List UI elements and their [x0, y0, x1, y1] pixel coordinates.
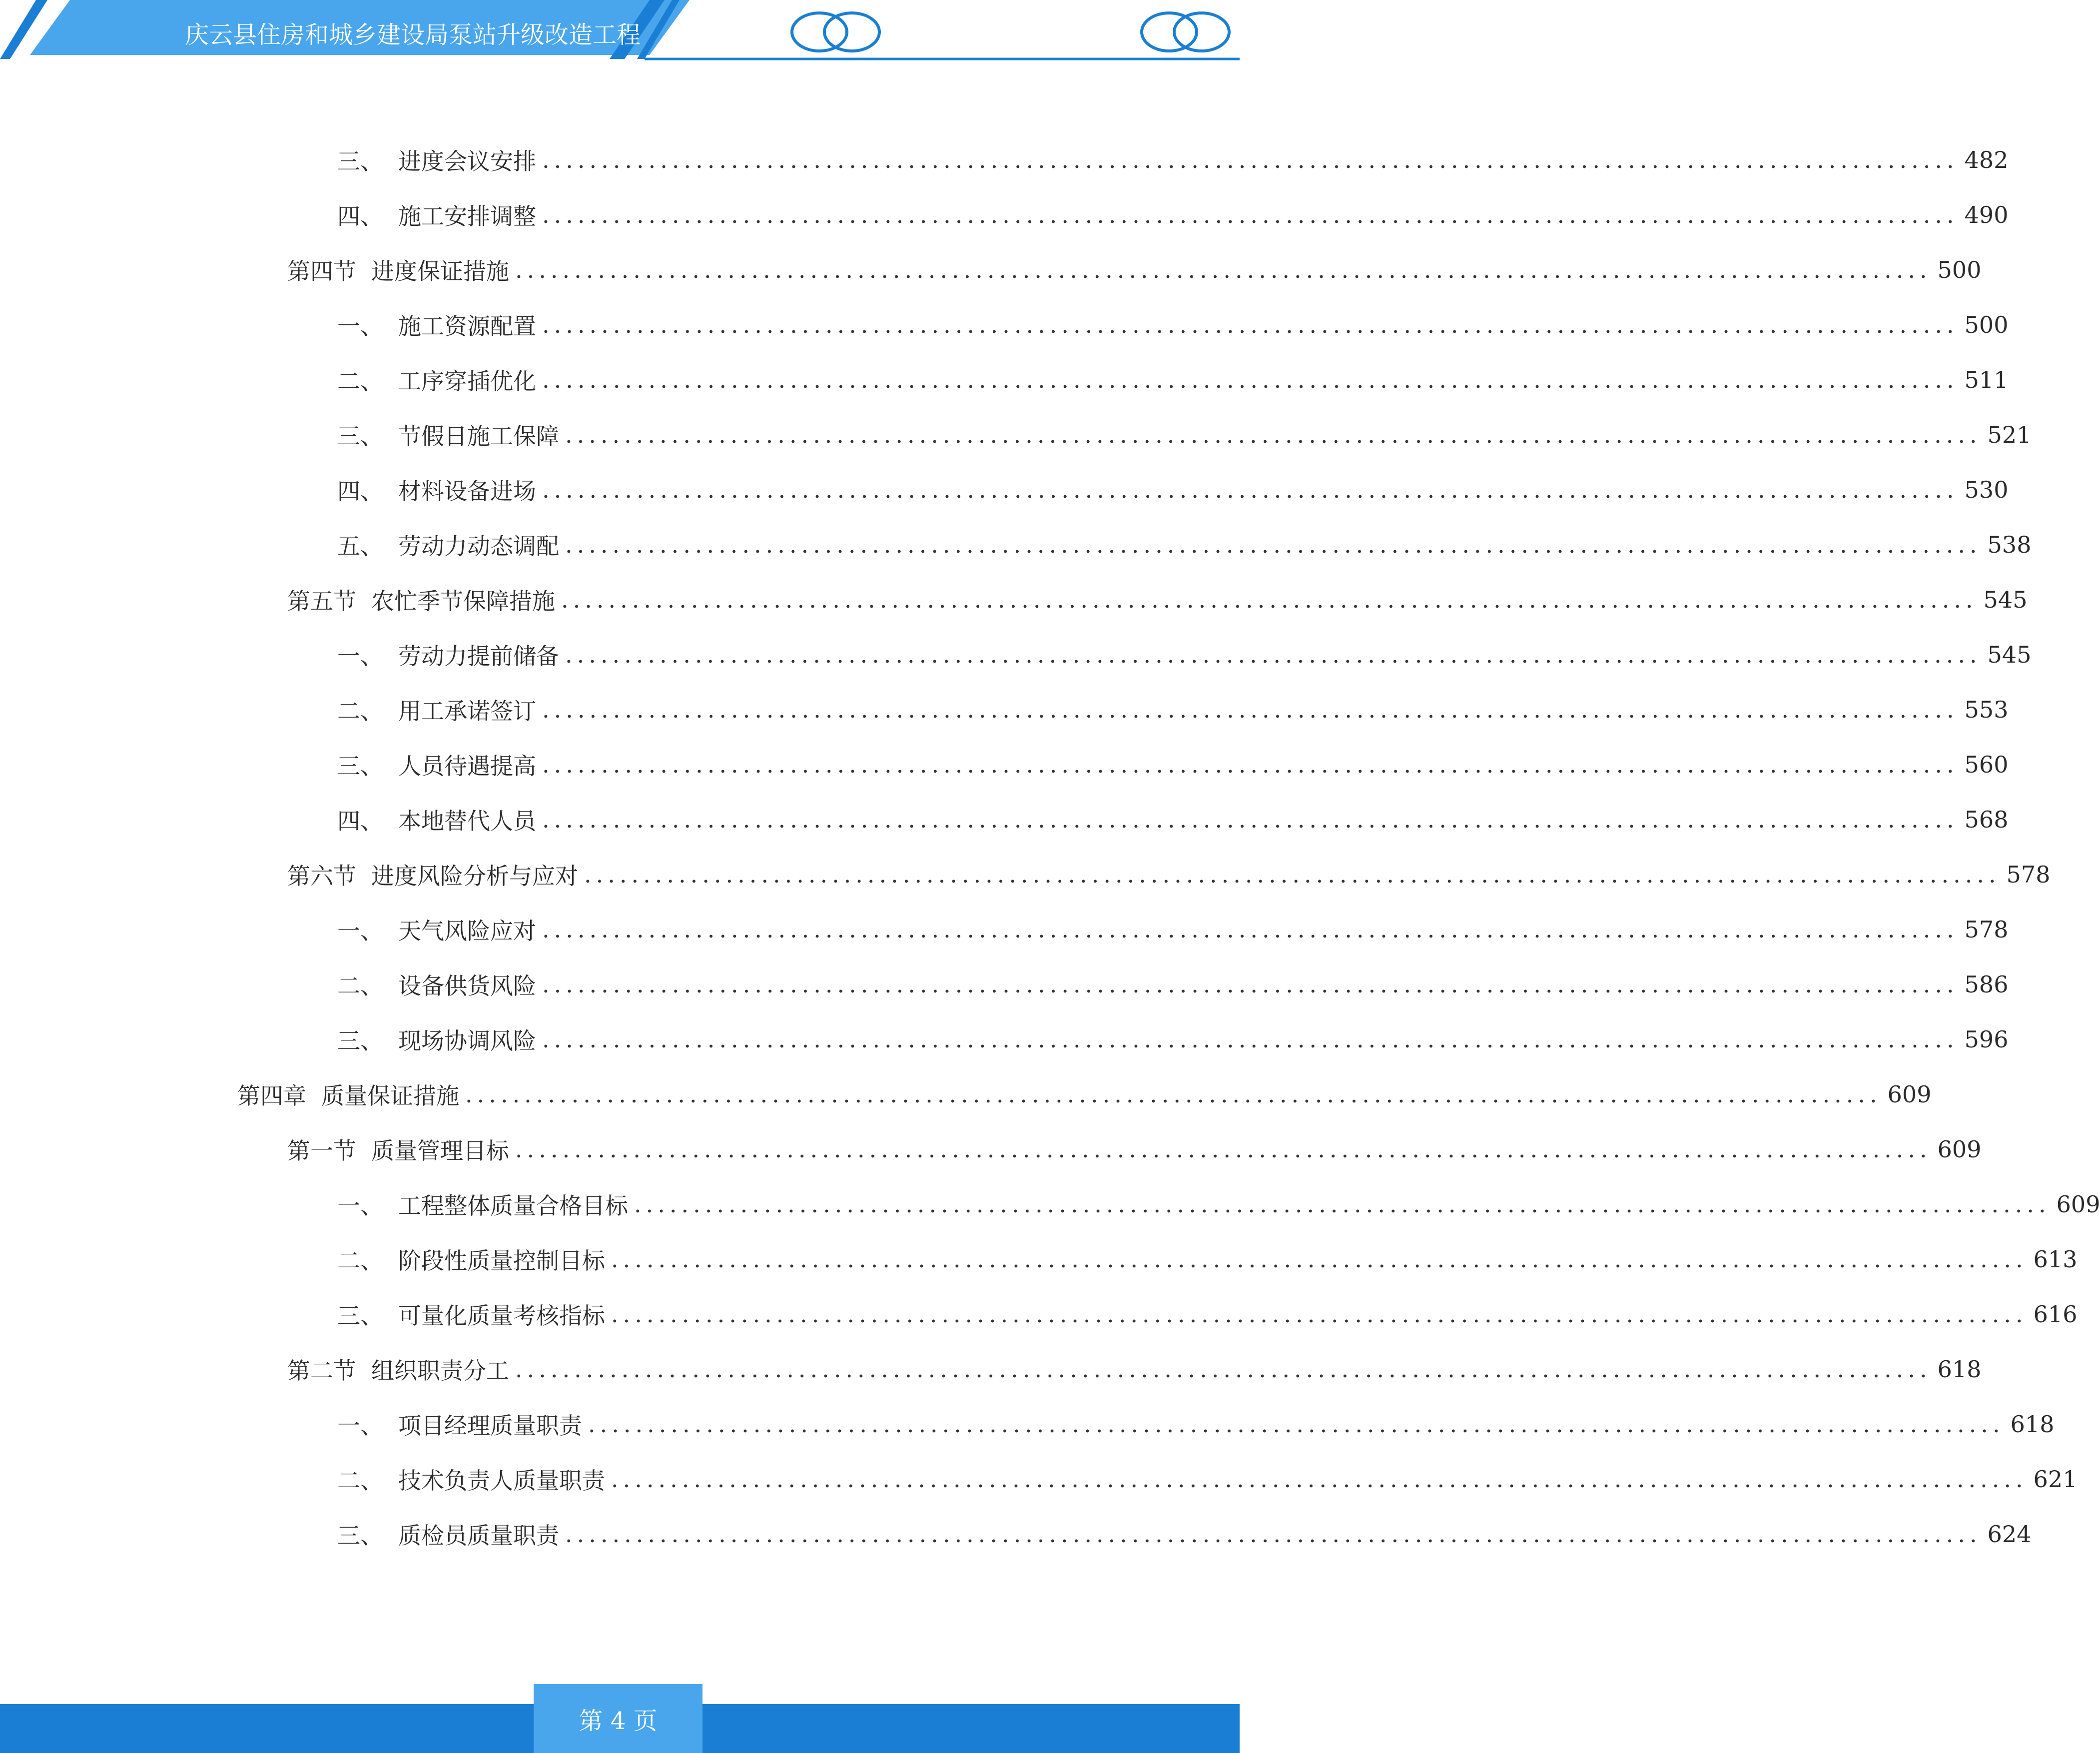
toc-dot-leader: ........................................................................................................................	[542, 311, 1959, 338]
toc-dot-leader: ........................................................................................................................	[542, 696, 1959, 723]
toc-entry-page: 538	[1987, 531, 2032, 558]
toc-dot-leader: ........................................................................................................................	[515, 1136, 1932, 1163]
toc-entry-number: 二、	[337, 972, 383, 999]
toc-entry-number: 三、	[337, 1027, 383, 1054]
toc-entry-number: 一、	[337, 313, 383, 340]
toc-entry[interactable]	[337, 964, 2009, 1004]
toc-entry-title: 用工承诺签订	[398, 698, 536, 725]
toc-entry-page: 553	[1964, 696, 2009, 723]
toc-entry[interactable]	[337, 195, 2009, 235]
toc-entry-title: 质检员质量职责	[398, 1522, 559, 1549]
toc-entry-title: 材料设备进场	[398, 478, 536, 505]
toc-dot-leader: ........................................................................................................................	[542, 476, 1959, 503]
toc-dot-leader: ........................................................................................................................	[565, 641, 1982, 668]
toc-entry-page: 482	[1964, 146, 2009, 173]
toc-entry-page: 511	[1964, 366, 2009, 393]
toc-entry-title: 进度保证措施	[371, 258, 509, 285]
toc-dot-leader: ........................................................................................................................	[542, 1026, 1959, 1053]
toc-entry-title: 施工资源配置	[398, 313, 536, 340]
toc-entry-number: 一、	[337, 1412, 383, 1439]
toc-entry-title: 质量保证措施	[321, 1082, 459, 1109]
page-number: 第 4 页	[534, 1684, 702, 1753]
toc-entry-page: 596	[1964, 1026, 2009, 1053]
toc-entry-page: 609	[1887, 1081, 1932, 1108]
toc-entry-number: 二、	[337, 698, 383, 725]
toc-entry[interactable]	[337, 1294, 2078, 1334]
toc-dot-leader: ........................................................................................................................	[634, 1191, 2051, 1218]
toc-entry[interactable]	[337, 909, 2009, 949]
toc-entry-number: 三、	[337, 423, 383, 450]
toc-dot-leader: ........................................................................................................................	[611, 1246, 2028, 1273]
toc-entry-page: 613	[2033, 1246, 2078, 1273]
toc-entry-number: 一、	[337, 643, 383, 670]
toc-entry-page: 560	[1964, 751, 2009, 778]
toc-entry[interactable]	[287, 855, 2051, 894]
rings-logo-left-icon	[792, 13, 879, 51]
toc-entry[interactable]	[337, 1459, 2078, 1499]
toc-dot-leader: ........................................................................................................................	[515, 1356, 1932, 1383]
rings-logo-right-icon	[1142, 13, 1229, 51]
toc-entry-number: 四、	[337, 203, 383, 230]
toc-entry[interactable]	[337, 360, 2009, 400]
toc-dot-leader: ........................................................................................................................	[561, 586, 1978, 613]
toc-entry-number: 第四节	[287, 258, 356, 285]
toc-entry-title: 技术负责人质量职责	[398, 1467, 605, 1494]
toc-dot-leader: ........................................................................................................................	[542, 366, 1959, 393]
toc-entry-number: 三、	[337, 753, 383, 780]
toc-entry[interactable]	[337, 305, 2009, 345]
toc-entry[interactable]	[337, 1019, 2009, 1059]
toc-entry-title: 设备供货风险	[398, 972, 536, 999]
toc-dot-leader: ........................................................................................................................	[611, 1301, 2028, 1328]
toc-entry-number: 三、	[337, 148, 383, 175]
toc-dot-leader: ........................................................................................................................	[465, 1081, 1882, 1108]
toc-entry-page: 568	[1964, 806, 2009, 833]
toc-dot-leader: ........................................................................................................................	[584, 861, 2001, 888]
toc-entry-page: 586	[1964, 971, 2009, 998]
toc-entry-title: 组织职责分工	[371, 1357, 509, 1384]
toc-entry-number: 第四章	[237, 1082, 306, 1109]
page-header	[0, 0, 1240, 70]
toc-entry[interactable]	[337, 525, 2032, 565]
toc-dot-leader: ........................................................................................................................	[542, 916, 1959, 943]
toc-entry-title: 工程整体质量合格目标	[398, 1192, 628, 1219]
toc-entry-number: 四、	[337, 478, 383, 505]
toc-entry-title: 劳动力提前储备	[398, 643, 559, 670]
toc-entry-page: 500	[1937, 256, 1982, 283]
toc-entry[interactable]	[337, 1404, 2055, 1444]
toc-entry[interactable]	[287, 1349, 1982, 1389]
toc-entry-title: 天气风险应对	[398, 917, 536, 944]
toc-entry-page: 578	[1964, 916, 2009, 943]
toc-entry[interactable]	[337, 690, 2009, 730]
toc-entry-number: 五、	[337, 533, 383, 560]
toc-entry[interactable]	[337, 635, 2032, 675]
toc-entry-title: 施工安排调整	[398, 203, 536, 230]
toc-dot-leader: ........................................................................................................................	[565, 531, 1982, 558]
toc-entry-title: 节假日施工保障	[398, 423, 559, 450]
toc-entry-number: 二、	[337, 1467, 383, 1494]
toc-entry-page: 609	[1937, 1136, 1982, 1163]
toc-dot-leader: ........................................................................................................................	[588, 1411, 2005, 1438]
toc-entry-title: 阶段性质量控制目标	[398, 1247, 605, 1274]
toc-entry-number: 第五节	[287, 588, 356, 615]
toc-entry[interactable]	[237, 1074, 1932, 1114]
toc-entry[interactable]	[337, 1184, 2100, 1224]
toc-entry-page: 578	[2006, 861, 2051, 888]
toc-entry-number: 第二节	[287, 1357, 356, 1384]
toc-entry-number: 四、	[337, 808, 383, 835]
toc-entry[interactable]	[337, 1514, 2032, 1554]
toc-entry[interactable]	[337, 415, 2032, 455]
toc-entry[interactable]	[287, 250, 1982, 290]
toc-entry-page: 621	[2033, 1466, 2078, 1493]
toc-entry-page: 545	[1987, 641, 2032, 668]
toc-entry-page: 618	[1937, 1356, 1982, 1383]
toc-dot-leader: ........................................................................................................................	[611, 1466, 2028, 1493]
toc-entry[interactable]	[337, 140, 2009, 180]
toc-entry-title: 可量化质量考核指标	[398, 1302, 605, 1329]
toc-entry-number: 三、	[337, 1522, 383, 1549]
toc-entry[interactable]	[337, 745, 2009, 785]
toc-entry-page: 545	[1983, 586, 2028, 613]
toc-entry-page: 490	[1964, 201, 2009, 228]
toc-entry-title: 进度会议安排	[398, 148, 536, 175]
toc-entry-number: 一、	[337, 1192, 383, 1219]
toc-entry[interactable]	[337, 1239, 2078, 1279]
toc-dot-leader: ........................................................................................................................	[542, 146, 1959, 173]
toc-entry-page: 500	[1964, 311, 2009, 338]
toc-entry-number: 二、	[337, 368, 383, 395]
toc-entry-page: 624	[1987, 1521, 2032, 1548]
toc-entry-number: 一、	[337, 917, 383, 944]
toc-entry-number: 二、	[337, 1247, 383, 1274]
toc-entry[interactable]	[337, 470, 2009, 510]
toc-dot-leader: ........................................................................................................................	[542, 806, 1959, 833]
toc-entry-page: 618	[2010, 1411, 2055, 1438]
toc-entry[interactable]	[287, 580, 2028, 620]
header-title: 庆云县住房和城乡建设局泵站升级改造工程	[185, 21, 641, 49]
toc-entry-title: 质量管理目标	[371, 1137, 509, 1164]
toc-entry-title: 劳动力动态调配	[398, 533, 559, 560]
toc-entry-page: 609	[2056, 1191, 2100, 1218]
toc-entry-title: 本地替代人员	[398, 808, 536, 835]
toc-entry-page: 530	[1964, 476, 2009, 503]
toc-dot-leader: ........................................................................................................................	[565, 421, 1982, 448]
toc-entry-title: 项目经理质量职责	[398, 1412, 582, 1439]
toc-entry-title: 现场协调风险	[398, 1027, 536, 1054]
toc-entry-title: 工序穿插优化	[398, 368, 536, 395]
toc-entry-title: 人员待遇提高	[398, 753, 536, 780]
toc-dot-leader: ........................................................................................................................	[542, 201, 1959, 228]
toc-entry-number: 三、	[337, 1302, 383, 1329]
toc-entry-title: 农忙季节保障措施	[371, 588, 555, 615]
toc-entry-title: 进度风险分析与应对	[371, 863, 578, 889]
toc-entry[interactable]	[287, 1129, 1982, 1169]
toc-dot-leader: ........................................................................................................................	[542, 971, 1959, 998]
toc-dot-leader: ........................................................................................................................	[515, 256, 1932, 283]
toc-entry-page: 616	[2033, 1301, 2078, 1328]
toc-dot-leader: ........................................................................................................................	[542, 751, 1959, 778]
toc-entry-number: 第六节	[287, 863, 356, 889]
toc-entry-page: 521	[1987, 421, 2032, 448]
toc-entry-number: 第一节	[287, 1137, 356, 1164]
toc-entry[interactable]	[337, 800, 2009, 840]
toc-dot-leader: ........................................................................................................................	[565, 1521, 1982, 1548]
